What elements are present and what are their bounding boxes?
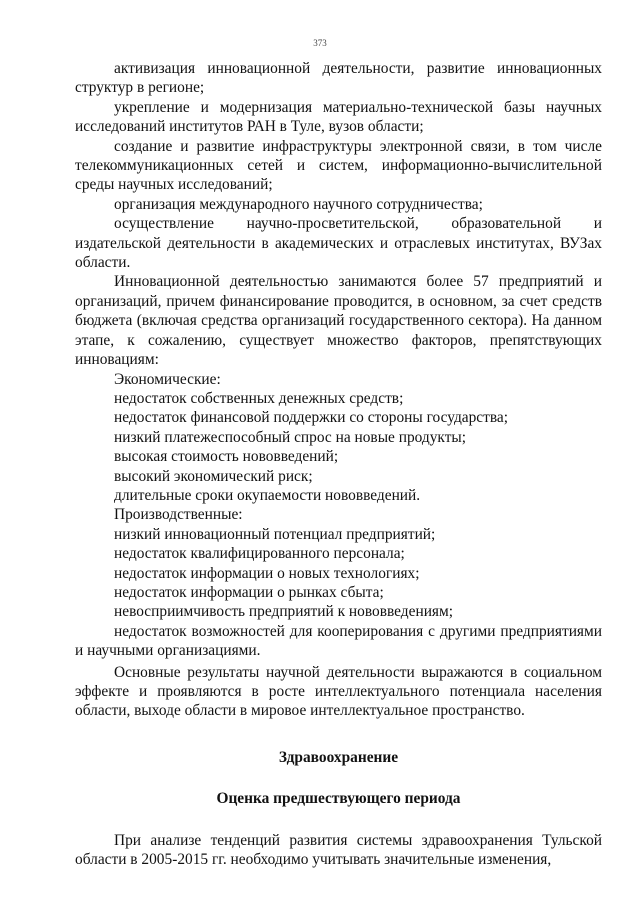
paragraph-innovation-activation: активизация инновационной деятельности, развитие инновационных структур в регионе; [75, 60, 602, 97]
list-item: высокая стоимость нововведений; [114, 448, 339, 466]
paragraph-healthcare-analysis: При анализе тенденций развития системы здравоохранения Тульской области в 2005-2015 гг. необходимо учитывать значительные изменения, [75, 831, 602, 869]
list-heading-economic: Экономические: [114, 370, 221, 388]
list-item: недостаток финансовой поддержки со стороны государства; [114, 409, 509, 427]
list-item: недостаток информации о рынках сбыта; [114, 583, 384, 601]
list-item: недостаток собственных денежных средств; [114, 389, 404, 407]
paragraph-innovation-enterprises: Инновационной деятельностью занимаются более 57 предприятий и организаций, причем финансирование проводится, в основном, за счет средств бюджета (включая средства организаций государственного сектора). На данном этапе, к сожалению, существует множество факторов, препятствующих инновациям: [75, 273, 602, 369]
list-heading-production: Производственные: [114, 506, 243, 524]
list-item: высокий экономический риск; [114, 467, 313, 485]
list-item: невосприимчивость предприятий к нововведениям; [114, 603, 454, 621]
paragraph-education-publishing: осуществление научно-просветительской, образовательной и издательской деятельности в академических и отраслевых институтах, ВУЗах области. [75, 215, 602, 272]
paragraph-research-results: Основные результаты научной деятельности выражаются в социальном эффекте и проявляются в росте интеллектуального потенциала населения области, выходе области в мировое интеллектуальное пространство. [75, 663, 602, 720]
paragraph-infrastructure: создание и развитие инфраструктуры электронной связи, в том числе телекоммуникационных сетей и систем, информационно-вычислительной среды научных исследований; [75, 137, 602, 194]
list-item: низкий платежеспособный спрос на новые продукты; [114, 428, 467, 446]
list-item: недостаток возможностей для кооперирования с другими предприятиями и научными организациями. [75, 622, 602, 660]
list-item: недостаток квалифицированного персонала; [114, 545, 405, 563]
paragraph-international-cooperation: организация международного научного сотрудничества; [114, 195, 483, 213]
list-item: недостаток информации о новых технологиях; [114, 564, 420, 582]
section-heading: Здравоохранение [278, 748, 399, 766]
page-number: 373 [313, 38, 327, 48]
document-body [75, 59, 602, 869]
list-item: длительные сроки окупаемости нововведений. [114, 486, 421, 504]
paragraph-modernization: укрепление и модернизация материально-технической базы научных исследований институтов РАН в Туле, вузов области; [75, 98, 602, 136]
list-item: низкий инновационный потенциал предприятий; [114, 525, 436, 543]
subsection-heading: Оценка предшествующего периода [216, 790, 461, 808]
